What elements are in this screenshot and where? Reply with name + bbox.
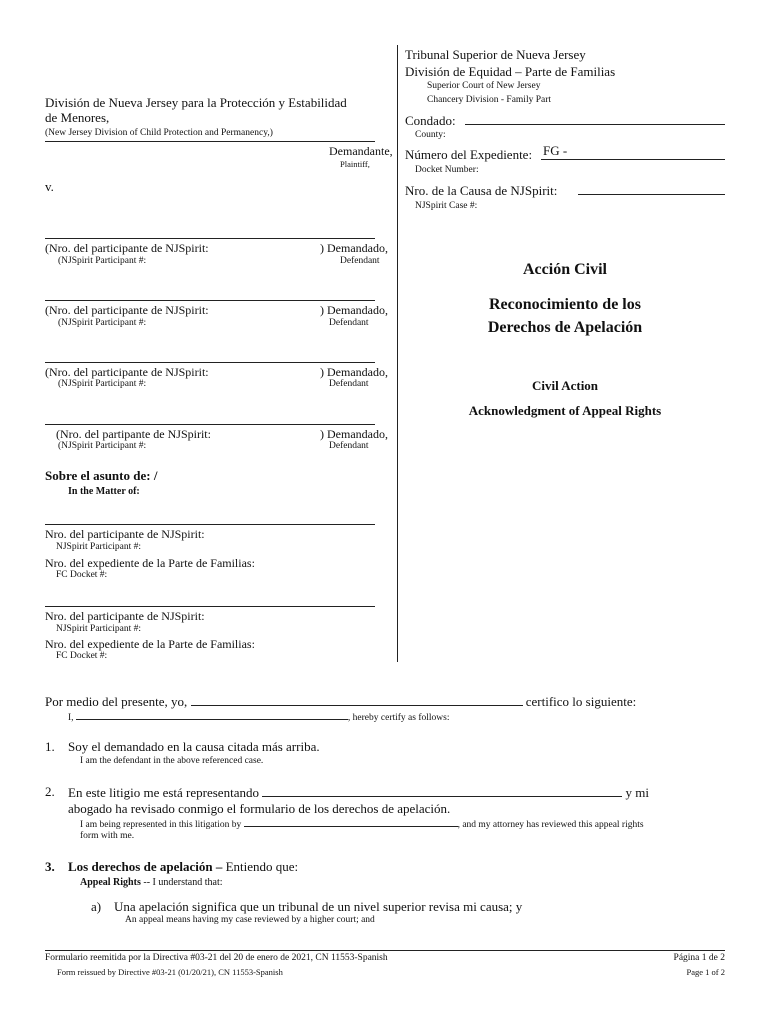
- title-es-3: Derechos de Apelación: [487, 319, 643, 336]
- defendant-1-field[interactable]: [45, 238, 375, 239]
- court-name-en: Superior Court of New Jersey: [427, 81, 541, 91]
- footer-left-en: Form reissued by Directive #03-21 (01/20/21), CN 11553-Spanish: [57, 967, 283, 977]
- court-division-es: División de Equidad – Parte de Familias: [405, 64, 616, 79]
- page-number-es: Página 1 de 2: [673, 953, 725, 963]
- county-field[interactable]: [465, 124, 725, 125]
- certify-name-field-en[interactable]: [76, 710, 348, 720]
- matter-2-fc-label: Nro. del expediente de la Parte de Familias:: [45, 637, 255, 651]
- certify-es-pre: Por medio del presente, yo,: [45, 694, 188, 709]
- item3-es-rest: Entiendo que:: [222, 859, 299, 874]
- attorney-name-field-en[interactable]: [244, 817, 458, 827]
- docket-value: FG -: [543, 143, 568, 158]
- defendant-4-role-en: Defendant: [329, 441, 369, 451]
- certify-en-post: , hereby certify as follows:: [347, 713, 450, 723]
- matter-1-fc-label-en: FC Docket #:: [56, 570, 108, 580]
- plaintiff-role-es: Demandante,: [329, 144, 393, 158]
- court-division-en: Chancery Division - Family Part: [427, 95, 552, 105]
- defendant-4-role: ) Demandado,: [320, 427, 388, 441]
- matter-1-fc-label: Nro. del expediente de la Parte de Familias:: [45, 556, 255, 570]
- item3-en-rest: -- I understand that:: [140, 877, 223, 888]
- page-number-en: Page 1 of 2: [686, 967, 725, 977]
- matter-2-fc-label-en: FC Docket #:: [56, 651, 108, 661]
- matter-1-participant-label: Nro. del participante de NJSpirit:: [45, 527, 205, 541]
- item1-number: 1.: [45, 739, 55, 754]
- matter-1-field[interactable]: [45, 524, 375, 525]
- defendant-3-role: ) Demandado,: [320, 365, 388, 379]
- defendant-3-label: (Nro. del participante de NJSpirit:: [45, 365, 209, 379]
- item2-es-line2: abogado ha revisado conmigo el formulario de los derechos de apelación.: [68, 801, 451, 816]
- defendant-2-label-en: (NJSpirit Participant #:: [58, 318, 147, 328]
- njspirit-case-field[interactable]: [578, 194, 725, 195]
- item3a-letter: a): [91, 899, 102, 914]
- item2-es-pre: En este litigio me está representando: [68, 785, 259, 800]
- item2-es-line1: [68, 784, 649, 801]
- certify-es-post: certifico lo siguiente:: [525, 694, 637, 709]
- item3-en: [80, 877, 223, 888]
- item2-number: 2.: [45, 784, 55, 799]
- certify-name-field[interactable]: [191, 693, 523, 706]
- item3-es: [68, 859, 298, 875]
- item3-number: 3.: [45, 859, 55, 874]
- defendant-1-role: ) Demandado,: [320, 241, 388, 255]
- title-en-1: Civil Action: [531, 378, 599, 393]
- item1-es: Soy el demandado en la causa citada más arriba.: [68, 739, 320, 754]
- matter-2-participant-label-en: NJSpirit Participant #:: [56, 624, 141, 634]
- item2-en-post: , and my attorney has reviewed this appeal rights: [457, 820, 644, 830]
- certify-en-pre: I,: [68, 713, 74, 723]
- plaintiff-role-en: Plaintiff,: [340, 159, 370, 169]
- njspirit-case-label-en: NJSpirit Case #:: [415, 201, 478, 211]
- defendant-4-label-en: (NJSpirit Participant #:: [58, 441, 147, 451]
- attorney-name-field[interactable]: [262, 784, 622, 797]
- item3-en-bold: Appeal Rights: [80, 877, 141, 888]
- plaintiff-name-es-2: de Menores,: [45, 110, 110, 125]
- item2-en-line1: [80, 817, 644, 830]
- matter-title-en: In the Matter of:: [68, 486, 140, 497]
- defendant-3-field[interactable]: [45, 362, 375, 363]
- plaintiff-name-en: (New Jersey Division of Child Protection and Permanency,): [45, 128, 273, 138]
- title-es-1: Acción Civil: [523, 261, 607, 278]
- defendant-3-role-en: Defendant: [329, 379, 369, 389]
- defendant-4-field[interactable]: [45, 424, 375, 425]
- footer-left-es: Formulario reemitida por la Directiva #03-21 del 20 de enero de 2021, CN 11553-Spanish: [45, 953, 388, 963]
- county-label: Condado:: [405, 113, 456, 128]
- caption-divider: [397, 45, 398, 662]
- defendant-3-label-en: (NJSpirit Participant #:: [58, 379, 147, 389]
- matter-2-field[interactable]: [45, 606, 375, 607]
- matter-2-participant-label: Nro. del participante de NJSpirit:: [45, 609, 205, 623]
- item2-en-line2: form with me.: [80, 831, 135, 841]
- versus: v.: [45, 179, 54, 194]
- matter-title-es: Sobre el asunto de: /: [45, 468, 158, 483]
- title-en-2: Acknowledgment of Appeal Rights: [468, 403, 662, 418]
- item3a-es: Una apelación significa que un tribunal de un nivel superior revisa mi causa; y: [114, 899, 523, 914]
- plaintiff-name-es-1: División de Nueva Jersey para la Protección y Estabilidad: [45, 95, 347, 110]
- defendant-2-field[interactable]: [45, 300, 375, 301]
- docket-label: Número del Expediente:: [405, 147, 533, 162]
- matter-1-participant-label-en: NJSpirit Participant #:: [56, 542, 141, 552]
- certify-es: [45, 693, 636, 710]
- plaintiff-rule: [45, 141, 375, 142]
- docket-label-en: Docket Number:: [415, 165, 479, 175]
- title-es-2: Reconocimiento de los: [489, 296, 641, 313]
- defendant-1-label: (Nro. del participante de NJSpirit:: [45, 241, 209, 255]
- item2-es-post: y mi: [625, 785, 649, 800]
- defendant-2-role-en: Defendant: [329, 318, 369, 328]
- defendant-2-role: ) Demandado,: [320, 303, 388, 317]
- defendant-1-label-en: (NJSpirit Participant #:: [58, 256, 147, 266]
- njspirit-case-label: Nro. de la Causa de NJSpirit:: [405, 183, 558, 198]
- court-name-es: Tribunal Superior de Nueva Jersey: [405, 47, 586, 62]
- defendant-4-label: (Nro. del partipante de NJSpirit:: [56, 427, 211, 441]
- docket-field[interactable]: [541, 159, 725, 160]
- footer-rule: [45, 950, 725, 951]
- item2-en-pre: I am being represented in this litigation by: [80, 820, 242, 830]
- county-label-en: County:: [415, 130, 446, 140]
- item3-es-bold: Los derechos de apelación –: [68, 859, 223, 874]
- defendant-2-label: (Nro. del participante de NJSpirit:: [45, 303, 209, 317]
- defendant-1-role-en: Defendant: [340, 256, 380, 266]
- certify-en: [68, 710, 450, 723]
- item3a-en: An appeal means having my case reviewed by a higher court; and: [125, 915, 375, 925]
- item1-en: I am the defendant in the above referenced case.: [80, 756, 264, 766]
